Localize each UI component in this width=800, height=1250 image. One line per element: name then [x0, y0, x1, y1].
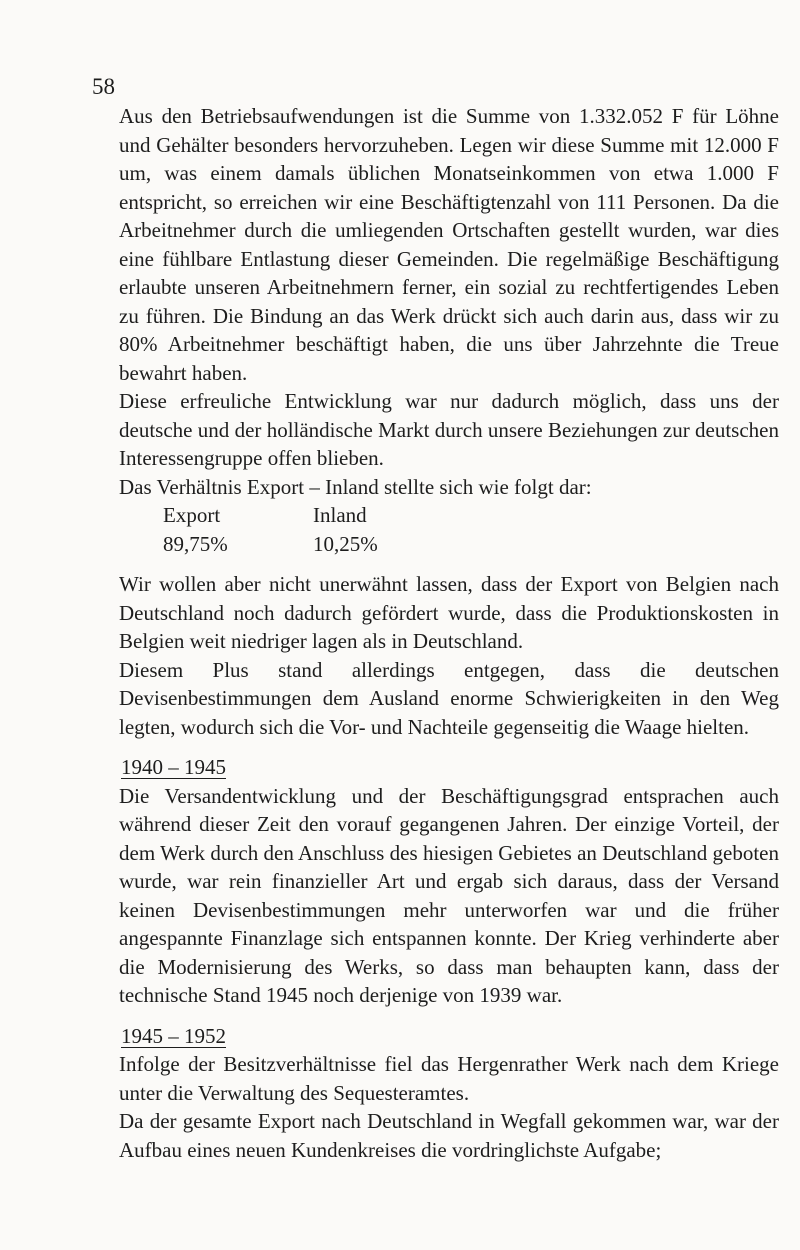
- paragraph-payroll: Aus den Betriebsaufwendungen ist die Summe von 1.332.052 F für Löhne und Gehälter besonders hervorzuheben. Legen wir diese Summe mit 12.000 F um, was einem damals üblichen Monatseinkommen von etwa 1.000 F entspricht, so erreichen wir eine Beschäftigtenzahl von 111 Personen. Da die Arbeitnehmer durch die umliegenden Ortschaften gestellt wurden, war dies eine fühlbare Entlastung dieser Gemeinden. Die regelmäßige Beschäftigung erlaubte unseren Arbeitnehmern ferner, ein sozial zu rechtfertigendes Leben zu führen. Die Bindung an das Werk drückt sich auch darin aus, dass wir zu 80% Arbeitnehmer beschäftigt haben, die uns über Jahrzehnte die Treue bewahrt haben.: [119, 104, 779, 385]
- page-number: 58: [92, 74, 115, 99]
- paragraph-new-customers: Da der gesamte Export nach Deutschland in Wegfall gekommen war, war der Aufbau eines neuen Kundenkreises die vordringlichste Aufgabe;: [119, 1109, 779, 1162]
- export-inland-table: [119, 501, 779, 558]
- spacer: [119, 1010, 779, 1022]
- table-header-inland: Inland: [313, 503, 367, 527]
- paragraph-ratio-intro: Das Verhältnis Export – Inland stellte sich wie folgt dar:: [119, 474, 592, 499]
- paragraph-war-period: Die Versandentwicklung und der Beschäftigungsgrad entsprachen auch während dieser Zeit den vorauf gegangenen Jahren. Der einzige Vorteil, der dem Werk durch den Anschluss des hiesigen Gebietes an Deutschland geboten wurde, war rein finanzieller Art und ergab sich daraus, dass der Versand keinen Devisenbestimmungen mehr unterworfen war und die früher angespannte Finanzlage sich entspannen konnte. Der Krieg verhinderte aber die Modernisierung des Werks, so dass man behaupten kann, dass der technische Stand 1945 noch derjenige von 1939 war.: [119, 783, 779, 1007]
- table-value-inland: 10,25%: [313, 531, 378, 556]
- paragraph-market-access: Diese erfreuliche Entwicklung war nur dadurch möglich, dass uns der deutsche und der holländische Markt durch unsere Beziehungen zur deutschen Interessengruppe offen blieben.: [119, 389, 779, 470]
- table-value-export: 89,75%: [163, 531, 228, 556]
- page-body: [119, 102, 779, 1164]
- section-heading-1945-1952: 1945 – 1952: [121, 1023, 226, 1048]
- paragraph-currency-rules: Diesem Plus stand allerdings entgegen, dass die deutschen Devisenbestimmungen dem Ausland enorme Schwierigkeiten in den Weg legten, wodurch sich die Vor- und Nachteile gegenseitig die Waage hielten.: [119, 657, 779, 739]
- paragraph-export-costs: Wir wollen aber nicht unerwähnt lassen, dass der Export von Belgien nach Deutschland noch dadurch gefördert wurde, dass die Produktionskosten in Belgien weit niedriger lagen als in Deutschland.: [119, 572, 779, 653]
- spacer: [119, 741, 779, 753]
- paragraph-sequestration: Infolge der Besitzverhältnisse fiel das Hergenrather Werk nach dem Kriege unter die Verwaltung des Sequesteramtes.: [119, 1052, 779, 1105]
- table-header-export: Export: [163, 503, 221, 527]
- spacer: [119, 558, 779, 570]
- section-heading-1940-1945: 1940 – 1945: [121, 755, 226, 779]
